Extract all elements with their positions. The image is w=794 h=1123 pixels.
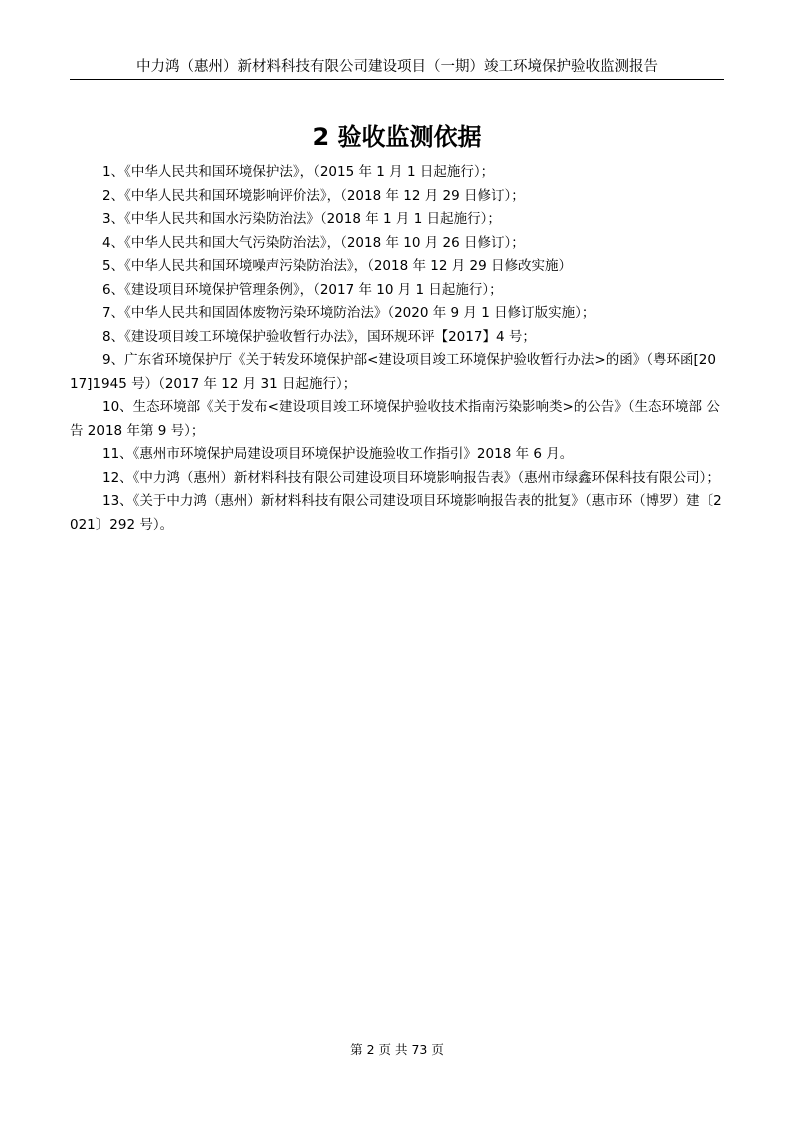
section-title: 2 验收监测依据	[312, 123, 482, 151]
reference-item-11: 11、《惠州市环境保护局建设项目环境保护设施验收工作指引》2018 年 6 月。	[102, 446, 574, 462]
reference-item-5: 5、《中华人民共和国环境噪声污染防治法》，（2018 年 12 月 29 日修改实施）	[102, 258, 573, 274]
reference-item-3: 3、《中华人民共和国水污染防治法》（2018 年 1 月 1 日起施行）；	[102, 211, 501, 227]
reference-item-13: 13、《关于中力鸿（惠州）新材料科技有限公司建设项目环境影响报告表的批复》（惠市环（博罗）建〔2021〕292 号）。	[70, 493, 722, 533]
reference-item-7: 7、《中华人民共和国固体废物污染环境防治法》（2020 年 9 月 1 日修订版实施）；	[102, 305, 596, 321]
reference-item-1: 1、《中华人民共和国环境保护法》，（2015 年 1 月 1 日起施行）；	[102, 164, 495, 180]
reference-item-2: 2、《中华人民共和国环境影响评价法》，（2018 年 12 月 29 日修订）；	[102, 187, 525, 204]
reference-item-8: 8、《建设项目竣工环境保护验收暂行办法》，国环规环评【2017】4 号；	[102, 328, 536, 345]
reference-item-10: 10、生态环境部《关于发布<建设项目竣工环境保护验收技术指南污染影响类>的公告》（生态环境部 公告 2018 年第 9 号）；	[70, 399, 720, 439]
reference-item-4: 4、《中华人民共和国大气污染防治法》，（2018 年 10 月 26 日修订）；	[102, 234, 525, 251]
header-divider	[70, 79, 724, 80]
page-footer: 第 2 页 共 73 页	[350, 1042, 444, 1057]
page-header: 中力鸿（惠州）新材料科技有限公司建设项目（一期）竣工环境保护验收监测报告	[136, 59, 658, 75]
reference-item-12: 12、《中力鸿（惠州）新材料科技有限公司建设项目环境影响报告表》（惠州市绿鑫环保科技有限公司）；	[102, 469, 720, 486]
reference-list	[70, 161, 724, 537]
reference-item-9: 9、广东省环境保护厅《关于转发环境保护部<建设项目竣工环境保护验收暂行办法>的函》（粤环函[2017]1945 号）（2017 年 12 月 31 日起施行）；	[70, 352, 716, 392]
reference-item-6: 6、《建设项目环境保护管理条例》，（2017 年 10 月 1 日起施行）；	[102, 281, 503, 298]
